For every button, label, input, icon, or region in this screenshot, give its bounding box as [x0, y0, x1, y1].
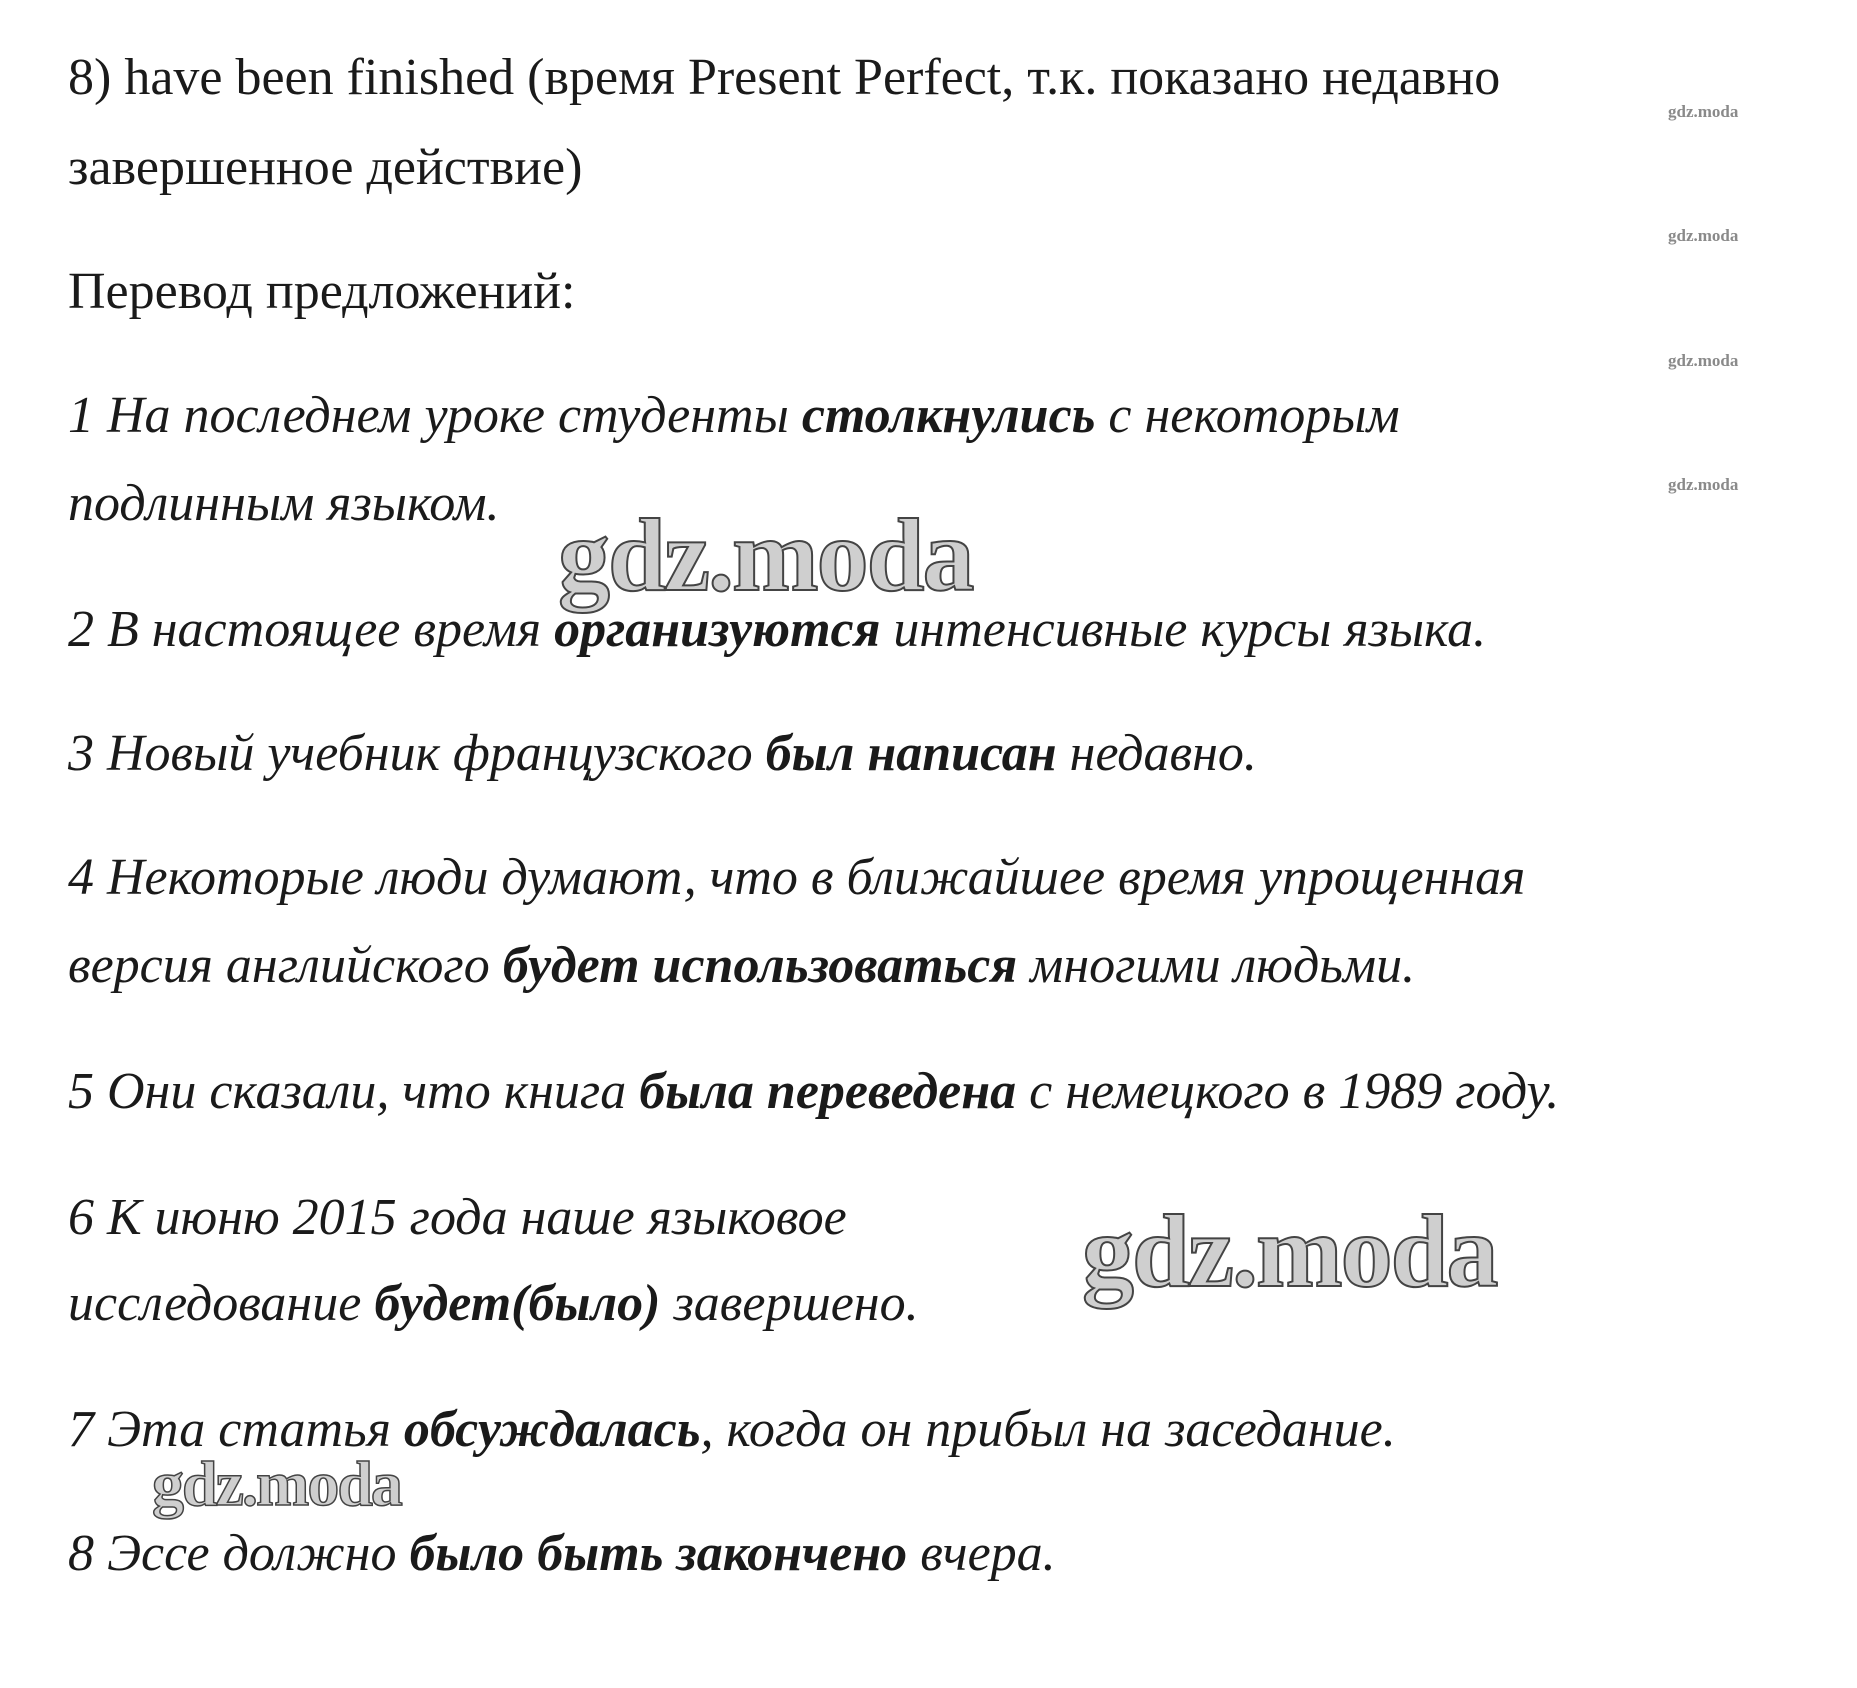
watermark-small: gdz.moda — [1668, 475, 1739, 494]
watermark-small: gdz.moda — [1668, 351, 1739, 370]
sentence-8: 8 Эссе должно было быть закончено вчера. — [68, 1525, 1056, 1582]
sentence-1-continuation: подлинным языком. — [68, 475, 500, 532]
answer-8-line-2: завершенное действие) — [68, 139, 583, 196]
sentence-4-continuation: версия английского будет использоваться многими людьми. — [68, 937, 1416, 994]
answer-8-line-1: 8) have been finished (время Present Perfect, т.к. показано недавно — [68, 49, 1501, 106]
sentence-1-verb: столкнулись — [801, 387, 1096, 444]
sentence-2: 2 В настоящее время организуются интенсивные курсы языка. — [68, 601, 1487, 658]
sentence-6-verb: будет(было) — [374, 1275, 661, 1332]
sentence-7-verb: обсуждалась — [403, 1401, 701, 1458]
watermark-medium: gdz.moda — [152, 1448, 401, 1519]
sentence-7: 7 Эта статья обсуждалась, когда он прибыл на заседание. — [68, 1401, 1396, 1458]
sentence-2-verb: организуются — [554, 601, 881, 658]
watermark-small: gdz.moda — [1668, 226, 1739, 245]
sentence-8-verb: было быть закончено — [409, 1525, 908, 1582]
watermark-large: gdz.moda — [1082, 1194, 1497, 1309]
sentence-4: 4 Некоторые люди думают, что в ближайшее время упрощенная — [68, 849, 1526, 906]
sentence-6: 6 К июню 2015 года наше языковое — [68, 1189, 847, 1246]
watermark-large: gdz.moda — [558, 498, 973, 613]
sentence-5: 5 Они сказали, что книга была переведена с немецкого в 1989 году. — [68, 1063, 1560, 1120]
watermark-small: gdz.moda — [1668, 102, 1739, 121]
sentence-6-continuation: исследование будет(было) завершено. — [68, 1275, 919, 1332]
sentence-1: 1 На последнем уроке студенты столкнулись с некоторым — [68, 387, 1400, 444]
sentence-3: 3 Новый учебник французского был написан недавно. — [68, 725, 1257, 782]
sentence-5-verb: была переведена — [639, 1063, 1017, 1120]
sentence-4-verb: будет использоваться — [502, 937, 1018, 994]
sentence-3-verb: был написан — [765, 725, 1057, 782]
translation-heading: Перевод предложений: — [68, 263, 576, 320]
